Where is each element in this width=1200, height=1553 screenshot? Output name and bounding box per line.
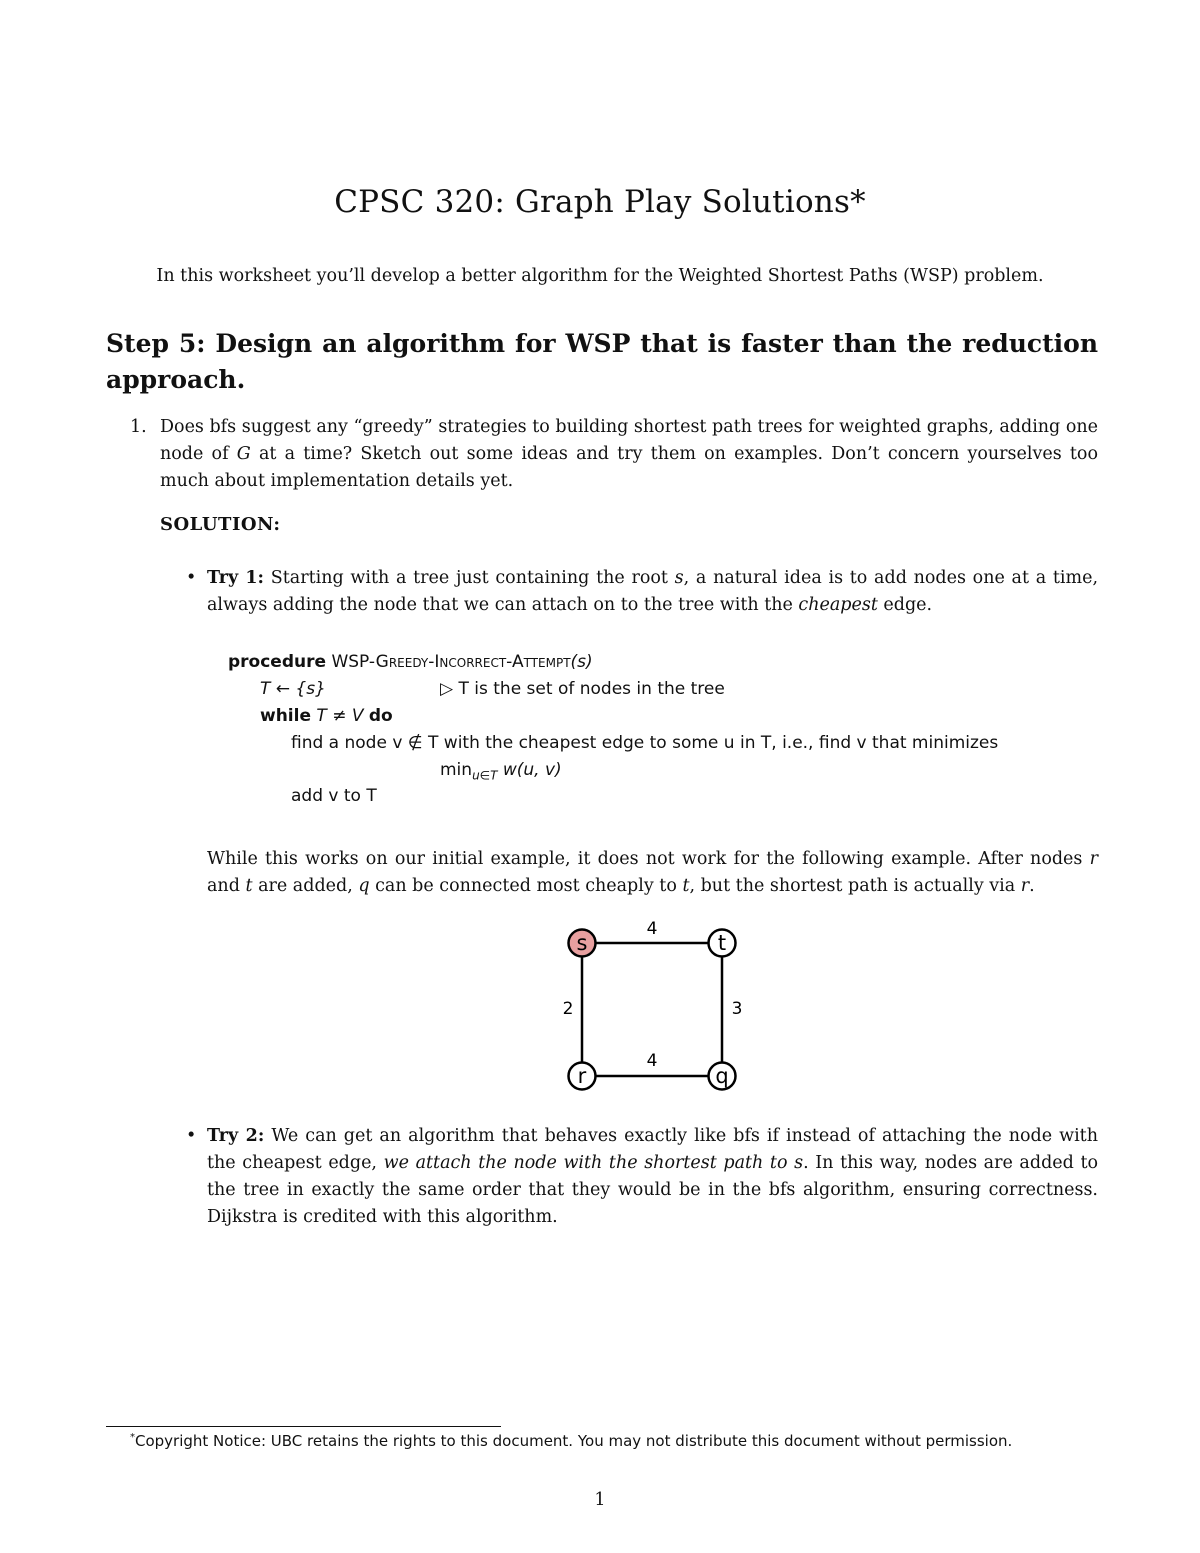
page-number: 1 (594, 1490, 606, 1510)
solution-label: SOLUTION: (160, 514, 281, 535)
algorithm-line-add: add v to T (291, 786, 377, 806)
question-number: 1. (130, 417, 147, 437)
edge-weight-label: 4 (646, 919, 658, 939)
graph-node-label: s (576, 931, 588, 955)
try-2-text: Try 2: We can get an algorithm that behaves exactly like bfs if instead of attaching the node with the cheapest edge, we attach the node with the shortest path to s. In this way, nodes are added to the tree in exactly the same order that they would be in the bfs algorithm, ensuring correctness. Dijkstra is credited with this algorithm. (207, 1126, 1099, 1227)
algorithm-comment: ▷ T is the set of nodes in the tree (440, 679, 725, 699)
algorithm-line-min: $\min_{u\in T} w(u$, v) (440, 760, 562, 783)
question-1 (130, 414, 1098, 495)
graph-node-label: r (577, 1064, 587, 1088)
edge-weight-label: 3 (731, 999, 743, 1019)
page-title: CPSC 320: Graph Play Solutions* (334, 184, 866, 220)
footnote: *Copyright Notice: UBC retains the rights to this document. You may not distribute this document without permission. (130, 1432, 1013, 1450)
algorithm-line-find: find a node v ∉ T with the cheapest edge to some u in T, i.e., find v that minimizes (291, 733, 999, 753)
step-heading: Step 5: Design an algorithm for WSP that is faster than the reduction approach. (106, 329, 1098, 394)
edge-weight-label: 2 (562, 999, 574, 1019)
intro-text: In this worksheet you’ll develop a better algorithm for the Weighted Shortest Paths (WSP) problem. (156, 266, 1044, 286)
graph-node-label: q (715, 1064, 729, 1088)
edge-weight-label: 4 (646, 1051, 658, 1071)
algorithm-line-init: T ← {s} (260, 679, 326, 699)
counterexample-graph (550, 918, 770, 1098)
bullet-icon: • (186, 568, 197, 588)
question-text: Does bfs suggest any “greedy” strategies to building shortest path trees for weighted graphs, adding one node of G at a time? Sketch out some ideas and try them on examples. Don’t concern yourselves too much about implementation details yet. (160, 417, 1098, 491)
footnote-rule (106, 1426, 501, 1427)
algorithm-line-procedure: procedure WSP-Greedy-Incorrect-Attempt(s) (228, 652, 593, 672)
try-1-text: Try 1: Starting with a tree just containing the root s, a natural idea is to add nodes one at a time, always adding the node that we can attach on to the tree with the cheapest edge. (207, 568, 1099, 615)
graph-node-label: t (717, 931, 727, 955)
counterexample-paragraph: While this works on our initial example, it does not work for the following example. After nodes r and t are added, q can be connected most cheaply to t, but the shortest path is actually via r. (207, 849, 1098, 896)
bullet-icon: • (186, 1126, 197, 1146)
try-1-item (186, 565, 1098, 619)
try-2-item (186, 1123, 1098, 1231)
algorithm-line-while: while T ≠ V do (260, 706, 393, 726)
